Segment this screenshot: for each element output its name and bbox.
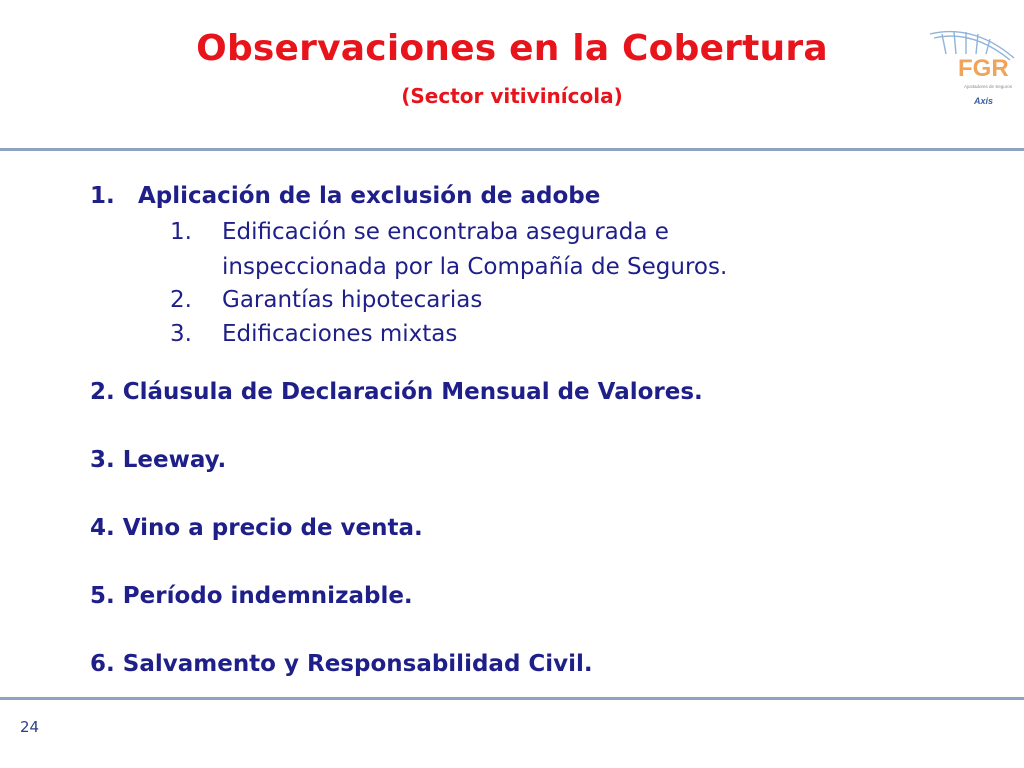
slide-subtitle: (Sector vitivinícola) xyxy=(401,84,623,108)
list-item xyxy=(90,583,413,609)
sub-list-item xyxy=(170,287,483,313)
header-divider xyxy=(0,148,1024,151)
list-item xyxy=(90,379,703,405)
subitem-number: 1. xyxy=(170,219,192,245)
item-text: Período indemnizable. xyxy=(122,583,413,609)
logo-name: FGR xyxy=(958,55,1009,82)
item-text: Leeway. xyxy=(122,447,227,473)
list-item xyxy=(90,515,423,541)
slide-title: Observaciones en la Cobertura xyxy=(196,28,828,69)
list-item xyxy=(90,183,601,209)
item-number: 2. xyxy=(90,379,115,405)
fgr-axis-logo xyxy=(924,24,1018,112)
item-number: 5. xyxy=(90,583,115,609)
sub-list-item-continuation: inspeccionada por la Compañía de Seguros. xyxy=(222,254,728,280)
item-text: Salvamento y Responsabilidad Civil. xyxy=(122,651,593,677)
list-item xyxy=(90,447,226,473)
item-text: Vino a precio de venta. xyxy=(122,515,423,541)
footer-divider xyxy=(0,697,1024,700)
subitem-number: 3. xyxy=(170,321,192,347)
item-text: Cláusula de Declaración Mensual de Valores. xyxy=(122,379,703,405)
subitem-number: 2. xyxy=(170,287,192,313)
page-number: 24 xyxy=(20,718,40,736)
item-number: 3. xyxy=(90,447,115,473)
item-number: 1. xyxy=(90,183,115,209)
sub-list-item xyxy=(170,321,458,347)
logo-tagline: Ajustadores de Seguros xyxy=(964,84,1013,89)
subitem-text: Edificaciones mixtas xyxy=(222,321,458,347)
item-number: 4. xyxy=(90,515,115,541)
item-number: 6. xyxy=(90,651,115,677)
logo-partner: Axis xyxy=(974,96,994,106)
subitem-text: Edificación se encontraba asegurada e xyxy=(222,219,669,245)
item-text: Aplicación de la exclusión de adobe xyxy=(138,183,601,209)
subitem-text: Garantías hipotecarias xyxy=(222,287,483,313)
sub-list-item xyxy=(170,219,669,245)
list-item xyxy=(90,651,593,677)
